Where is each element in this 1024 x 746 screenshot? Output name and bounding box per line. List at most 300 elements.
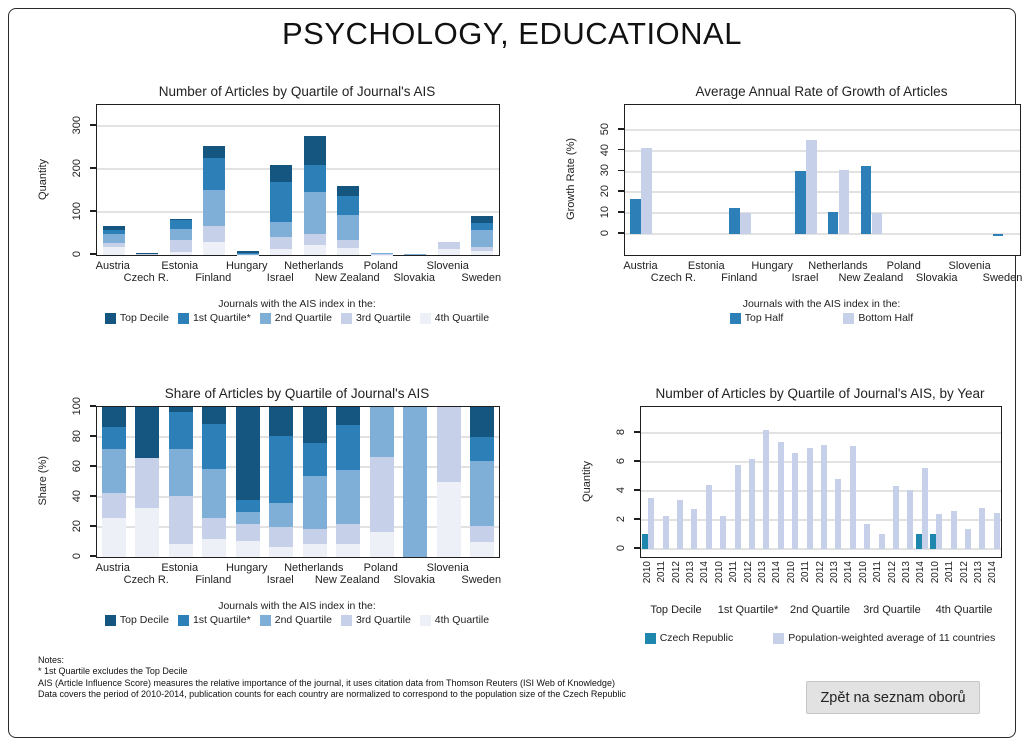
bar-segment-top-decile <box>470 407 494 437</box>
x-tick-label-czech-r-: Czech R. <box>123 272 169 284</box>
gridline <box>625 191 1020 193</box>
y-tick-mark <box>90 124 96 126</box>
year-label-text: 2011 <box>656 561 668 583</box>
x-tick-label-slovenia: Slovenia <box>426 562 469 574</box>
chart-title: Number of Articles by Quartile of Journal's AIS <box>158 84 436 99</box>
x-tick-label-slovenia: Slovenia <box>948 260 991 272</box>
bar-population-weighted-average-of-11-countries <box>735 465 741 549</box>
y-tick-label-text: 80 <box>71 429 83 443</box>
y-tick-label-text: 40 <box>599 143 611 156</box>
y-axis-label <box>578 406 596 556</box>
bar-bottom-half <box>641 148 652 234</box>
bar-segment-3rd-quartile <box>136 254 158 255</box>
legend-swatch <box>178 615 189 626</box>
year-label-text: 2010 <box>641 561 653 584</box>
y-axis-label-text: Quantity <box>581 460 593 502</box>
x-tick-label-estonia: Estonia <box>161 260 199 272</box>
bar-segment-1st-quartile- <box>304 165 326 192</box>
x-tick-label-year <box>770 561 784 597</box>
gridline <box>625 212 1020 214</box>
x-tick-label-year <box>871 561 885 597</box>
bar-population-weighted-average-of-11-countries <box>879 534 885 549</box>
legend-item-bottom-half <box>843 312 913 324</box>
legend-item-4th-quartile <box>420 312 489 324</box>
y-tick-label-text: 0 <box>71 552 83 560</box>
legend-item-1st-quartile- <box>178 614 251 626</box>
notes-block <box>38 655 738 700</box>
y-tick-label-text: 4 <box>615 486 627 494</box>
bar-population-weighted-average-of-11-countries <box>893 486 899 549</box>
plot-area <box>96 104 500 256</box>
bar-segment-4th-quartile <box>102 518 126 557</box>
legend-label: Top Decile <box>119 614 169 626</box>
y-tick-label-text: 100 <box>71 396 83 416</box>
chart-title: Number of Articles by Quartile of Journal's AIS, by Year <box>655 386 985 401</box>
y-tick-mark <box>618 128 624 130</box>
bar-segment-1st-quartile- <box>471 223 493 229</box>
bar-bottom-half <box>839 170 850 234</box>
y-tick-mark <box>618 211 624 213</box>
gridline <box>625 129 1020 131</box>
bar-segment-top-decile <box>103 226 125 230</box>
bar-segment-4th-quartile <box>202 539 226 557</box>
year-label-text: 2012 <box>742 561 754 584</box>
year-label-text: 2011 <box>800 561 812 583</box>
y-tick-label-text: 300 <box>71 116 83 135</box>
bar-segment-1st-quartile- <box>236 500 260 512</box>
bar-segment-top-decile <box>202 407 226 424</box>
gridline <box>97 211 499 213</box>
bar-population-weighted-average-of-11-countries <box>821 445 827 549</box>
year-label-text: 2014 <box>771 561 783 584</box>
bar-population-weighted-average-of-11-countries <box>778 442 784 549</box>
bar-segment-3rd-quartile <box>470 526 494 543</box>
x-tick-label-year <box>943 561 957 597</box>
x-tick-label-year <box>928 561 942 597</box>
legend-label: Top Half <box>744 312 784 324</box>
y-tick-label-text: 100 <box>71 201 83 221</box>
year-label-text: 2014 <box>843 561 855 584</box>
bar-segment-4th-quartile <box>269 547 293 558</box>
x-tick-label-netherlands: Netherlands <box>284 260 344 272</box>
bar-segment-2nd-quartile <box>403 407 427 557</box>
x-tick-label-year <box>640 561 654 597</box>
bar-segment-3rd-quartile <box>438 242 460 248</box>
bar-bottom-half <box>806 140 817 234</box>
bar-segment-top-decile <box>337 186 359 196</box>
x-tick-label-austria: Austria <box>95 260 130 272</box>
y-tick-label-text: 8 <box>615 428 627 436</box>
x-tick-label-hungary: Hungary <box>225 260 268 272</box>
back-button[interactable]: Zpět na seznam oborů <box>806 681 980 714</box>
y-tick-label <box>596 107 614 151</box>
gridline <box>625 171 1020 173</box>
bar-segment-3rd-quartile <box>471 247 493 251</box>
bar-segment-3rd-quartile <box>437 407 461 482</box>
bar-population-weighted-average-of-11-countries <box>907 490 913 549</box>
x-tick-label-israel: Israel <box>266 272 294 284</box>
y-tick-label-text: 60 <box>71 459 83 473</box>
bar-population-weighted-average-of-11-countries <box>648 498 654 549</box>
bar-segment-2nd-quartile <box>269 503 293 527</box>
legend-swatch <box>341 615 352 626</box>
y-tick-mark <box>90 210 96 212</box>
bar-population-weighted-average-of-11-countries <box>850 446 856 549</box>
bar-segment-4th-quartile <box>438 249 460 255</box>
bar-segment-top-decile <box>303 407 327 443</box>
bar-segment-1st-quartile- <box>202 424 226 469</box>
year-label-text: 2013 <box>756 561 768 584</box>
bar-segment-3rd-quartile <box>103 243 125 248</box>
bar-segment-2nd-quartile <box>471 230 493 247</box>
x-tick-label-year <box>885 561 899 597</box>
y-tick-label <box>68 146 86 190</box>
legend-item-top-decile <box>105 312 169 324</box>
bar-population-weighted-average-of-11-countries <box>807 448 813 549</box>
y-axis-label-text: Share (%) <box>37 456 49 506</box>
x-tick-label-year <box>755 561 769 597</box>
x-tick-label-year <box>813 561 827 597</box>
bar-segment-3rd-quartile <box>203 226 225 241</box>
bar-segment-4th-quartile <box>103 247 125 255</box>
bar-segment-3rd-quartile <box>270 237 292 249</box>
bar-segment-3rd-quartile <box>304 234 326 246</box>
bar-segment-2nd-quartile <box>170 229 192 240</box>
bar-segment-4th-quartile <box>337 248 359 255</box>
notes-heading: Notes: <box>38 655 65 665</box>
x-tick-label-finland: Finland <box>195 272 232 284</box>
legend <box>600 632 1024 644</box>
year-label-text: 2011 <box>728 561 740 583</box>
bar-population-weighted-average-of-11-countries <box>663 516 669 549</box>
bar-segment-1st-quartile- <box>269 436 293 504</box>
bar-segment-top-decile <box>169 407 193 412</box>
year-label-text: 2013 <box>684 561 696 584</box>
bar-population-weighted-average-of-11-countries <box>965 529 971 549</box>
x-tick-label-year <box>727 561 741 597</box>
x-group-label-3rd-quartile: 3rd Quartile <box>863 604 921 616</box>
legend-title: Journals with the AIS index in the: <box>218 298 376 310</box>
x-tick-label-year <box>986 561 1000 597</box>
bar-segment-3rd-quartile <box>202 518 226 539</box>
bar-segment-1st-quartile- <box>337 196 359 214</box>
bar-top-half <box>993 234 1004 236</box>
legend-swatch <box>645 633 656 644</box>
x-tick-label-slovakia: Slovakia <box>393 574 436 586</box>
y-tick-label-text: 0 <box>71 250 83 258</box>
bar-segment-2nd-quartile <box>270 222 292 237</box>
bar-top-half <box>861 166 872 234</box>
y-axis-label-text: Growth Rate (%) <box>565 138 577 220</box>
x-tick-label-new-zealand: New Zealand <box>838 272 904 284</box>
plot-area <box>96 406 500 558</box>
legend-item-2nd-quartile <box>260 312 332 324</box>
bar-population-weighted-average-of-11-countries <box>922 468 928 549</box>
legend-swatch <box>260 313 271 324</box>
bar-segment-top-decile <box>471 216 493 224</box>
year-label-text: 2014 <box>915 561 927 584</box>
x-tick-label-israel: Israel <box>791 272 819 284</box>
legend <box>584 312 1024 324</box>
bar-segment-4th-quartile <box>135 508 159 558</box>
y-tick-mark <box>90 435 96 437</box>
bar-segment-top-decile <box>135 407 159 458</box>
y-tick-label-text: 50 <box>599 122 611 136</box>
y-tick-mark <box>90 495 96 497</box>
y-tick-mark <box>90 465 96 467</box>
bar-segment-3rd-quartile <box>135 458 159 508</box>
bar-population-weighted-average-of-11-countries <box>864 524 870 549</box>
legend-swatch <box>341 313 352 324</box>
x-tick-label-year <box>914 561 928 597</box>
bar-segment-4th-quartile <box>471 251 493 255</box>
y-axis-label-text: Quantity <box>37 158 49 200</box>
y-tick-mark <box>618 232 624 234</box>
bar-population-weighted-average-of-11-countries <box>936 514 942 549</box>
x-group-label-4th-quartile: 4th Quartile <box>935 604 993 616</box>
x-group-label-top-decile: Top Decile <box>650 604 702 616</box>
notes-line-2: AIS (Article Influence Score) measures the relative importance of the journal, it uses citation data from Thomson Reuters (ISI Web of Knowledge) <box>38 677 615 688</box>
legend-swatch <box>843 313 854 324</box>
bar-population-weighted-average-of-11-countries <box>720 516 726 549</box>
chart-title: Share of Articles by Quartile of Journal's AIS <box>164 386 430 401</box>
year-label-text: 2011 <box>872 561 884 583</box>
page-title: PSYCHOLOGY, EDUCATIONAL <box>282 16 742 51</box>
legend-item-czech-republic <box>645 632 734 644</box>
legend-label: 4th Quartile <box>434 614 490 626</box>
x-tick-label-new-zealand: New Zealand <box>314 272 380 284</box>
y-tick-label-text: 0 <box>599 229 611 237</box>
bar-segment-3rd-quartile <box>371 254 393 255</box>
bar-segment-2nd-quartile <box>303 476 327 529</box>
bar-segment-3rd-quartile <box>170 240 192 252</box>
legend-item-top-half <box>730 312 784 324</box>
year-label-text: 2012 <box>814 561 826 584</box>
bar-segment-top-decile <box>236 407 260 500</box>
x-tick-label-sweden: Sweden <box>461 574 502 586</box>
legend-item-top-decile <box>105 614 169 626</box>
year-label-text: 2014 <box>699 561 711 584</box>
bar-segment-4th-quartile <box>203 242 225 255</box>
bar-bottom-half <box>740 213 751 234</box>
bar-top-half <box>795 171 806 234</box>
x-tick-label-israel: Israel <box>266 574 294 586</box>
y-axis-label <box>34 406 52 556</box>
notes-line-1: * 1st Quartile excludes the Top Decile <box>38 666 188 677</box>
bar-segment-4th-quartile <box>136 254 158 255</box>
x-tick-label-year <box>842 561 856 597</box>
bar-segment-2nd-quartile <box>304 192 326 234</box>
chart-panel-articles-by-year <box>552 386 1014 661</box>
x-tick-label-estonia: Estonia <box>687 260 725 272</box>
legend-swatch <box>773 633 784 644</box>
x-tick-label-austria: Austria <box>95 562 130 574</box>
chart-panel-share-by-quartile <box>28 386 523 656</box>
year-label-text: 2013 <box>828 561 840 584</box>
bar-population-weighted-average-of-11-countries <box>763 430 769 549</box>
legend-item-population-weighted-average-of-11-countries <box>773 632 995 644</box>
x-tick-label-poland: Poland <box>886 260 921 272</box>
legend-label: Bottom Half <box>858 312 914 324</box>
x-tick-label-estonia: Estonia <box>161 562 199 574</box>
bar-segment-3rd-quartile <box>102 493 126 519</box>
legend-swatch <box>420 313 431 324</box>
bar-top-half <box>630 199 641 234</box>
y-tick-mark <box>90 405 96 407</box>
bar-segment-4th-quartile <box>270 249 292 255</box>
x-tick-label-year <box>799 561 813 597</box>
x-tick-label-year <box>669 561 683 597</box>
legend-title: Journals with the AIS index in the: <box>218 600 376 612</box>
bar-segment-top-decile <box>170 219 192 220</box>
bar-segment-4th-quartile <box>169 544 193 558</box>
x-tick-label-year <box>741 561 755 597</box>
x-tick-label-year <box>957 561 971 597</box>
bar-segment-3rd-quartile <box>336 524 360 544</box>
y-tick-mark <box>634 431 640 433</box>
x-tick-label-year <box>899 561 913 597</box>
x-tick-label-year <box>971 561 985 597</box>
bar-bottom-half <box>872 213 883 234</box>
legend-label: Population-weighted average of 11 countries <box>788 632 996 644</box>
y-axis-label <box>562 104 580 254</box>
bar-segment-4th-quartile <box>370 532 394 558</box>
bar-segment-top-decile <box>270 165 292 182</box>
x-tick-label-hungary: Hungary <box>751 260 793 272</box>
legend-item-2nd-quartile <box>260 614 332 626</box>
bar-segment-4th-quartile <box>336 544 360 558</box>
bar-segment-1st-quartile- <box>170 220 192 229</box>
legend-title: Journals with the AIS index in the: <box>742 298 901 310</box>
bar-segment-4th-quartile <box>304 245 326 255</box>
legend-label: 1st Quartile* <box>192 312 251 324</box>
bar-segment-1st-quartile- <box>270 182 292 222</box>
legend-label: 1st Quartile* <box>192 614 251 626</box>
bar-segment-3rd-quartile <box>303 529 327 544</box>
year-label-text: 2013 <box>972 561 984 584</box>
y-tick-label-text: 40 <box>71 489 83 503</box>
legend-swatch <box>105 313 116 324</box>
x-tick-label-slovakia: Slovakia <box>393 272 436 284</box>
y-tick-label-text: 10 <box>599 206 611 219</box>
plot-area <box>640 406 1002 558</box>
bar-segment-1st-quartile- <box>103 230 125 234</box>
year-label-text: 2010 <box>857 561 869 584</box>
y-tick-mark <box>90 525 96 527</box>
bar-segment-1st-quartile- <box>470 437 494 461</box>
x-group-label-2nd-quartile: 2nd Quartile <box>790 604 850 616</box>
legend-swatch <box>420 615 431 626</box>
legend-item-3rd-quartile <box>341 614 411 626</box>
plot-area <box>624 104 1021 256</box>
x-tick-label-year <box>683 561 697 597</box>
legend-swatch <box>178 313 189 324</box>
bar-segment-top-decile <box>336 407 360 425</box>
bar-segment-top-decile <box>304 136 326 164</box>
bar-population-weighted-average-of-11-countries <box>792 453 798 549</box>
x-tick-label-slovakia: Slovakia <box>915 272 958 284</box>
bar-segment-2nd-quartile <box>202 469 226 519</box>
bar-segment-2nd-quartile <box>336 470 360 524</box>
x-group-label-1st-quartile-: 1st Quartile* <box>717 604 779 616</box>
x-tick-label-year <box>698 561 712 597</box>
gridline <box>97 125 499 127</box>
bar-segment-2nd-quartile <box>370 407 394 457</box>
x-tick-label-netherlands: Netherlands <box>808 260 868 272</box>
y-tick-mark <box>90 167 96 169</box>
year-label-text: 2012 <box>886 561 898 584</box>
bar-segment-2nd-quartile <box>169 449 193 496</box>
bar-segment-2nd-quartile <box>404 254 426 255</box>
legend-swatch <box>260 615 271 626</box>
y-tick-label-text: 20 <box>71 519 83 533</box>
x-tick-label-year <box>655 561 669 597</box>
legend-label: 4th Quartile <box>434 312 490 324</box>
x-tick-label-finland: Finland <box>195 574 232 586</box>
gridline <box>641 432 1001 434</box>
x-tick-label-netherlands: Netherlands <box>284 562 344 574</box>
x-tick-label-year <box>784 561 798 597</box>
year-label-text: 2011 <box>944 561 956 583</box>
y-tick-label-text: 6 <box>615 457 627 465</box>
legend-swatch <box>730 313 741 324</box>
legend-item-4th-quartile <box>420 614 489 626</box>
y-tick-label-text: 2 <box>615 515 627 523</box>
x-tick-label-new-zealand: New Zealand <box>314 574 380 586</box>
bar-population-weighted-average-of-11-countries <box>706 485 712 549</box>
x-tick-label-czech-r-: Czech R. <box>650 272 696 284</box>
bar-segment-3rd-quartile <box>337 240 359 249</box>
bar-population-weighted-average-of-11-countries <box>979 508 985 549</box>
notes-line-3: Data covers the period of 2010-2014, publication counts for each country are normalized to correspond to the population size of the Czech Republic <box>38 688 626 699</box>
y-tick-mark <box>634 547 640 549</box>
y-tick-mark <box>634 518 640 520</box>
year-label-text: 2010 <box>785 561 797 584</box>
bar-population-weighted-average-of-11-countries <box>994 513 1000 549</box>
year-label-text: 2012 <box>958 561 970 584</box>
year-label-text: 2014 <box>987 561 999 584</box>
y-axis-label <box>34 104 52 254</box>
bar-population-weighted-average-of-11-countries <box>835 479 841 549</box>
y-tick-mark <box>90 555 96 557</box>
chart-panel-growth-rate <box>552 84 1023 354</box>
bar-population-weighted-average-of-11-countries <box>749 459 755 549</box>
y-tick-mark <box>90 253 96 255</box>
y-tick-label-text: 30 <box>599 164 611 177</box>
legend <box>56 312 538 324</box>
x-tick-label-sweden: Sweden <box>461 272 502 284</box>
x-tick-label-poland: Poland <box>363 562 398 574</box>
bar-segment-4th-quartile <box>170 252 192 255</box>
bar-segment-top-decile <box>237 251 259 254</box>
bar-segment-2nd-quartile <box>103 234 125 243</box>
bar-segment-1st-quartile- <box>102 427 126 450</box>
bar-segment-2nd-quartile <box>203 190 225 226</box>
y-tick-label-text: 200 <box>71 159 83 178</box>
y-tick-mark <box>618 170 624 172</box>
bar-segment-4th-quartile <box>437 482 461 557</box>
x-tick-label-year <box>856 561 870 597</box>
bar-segment-4th-quartile <box>470 542 494 557</box>
x-tick-label-austria: Austria <box>623 260 658 272</box>
y-tick-label <box>68 189 86 233</box>
bar-population-weighted-average-of-11-countries <box>677 500 683 549</box>
y-tick-mark <box>634 460 640 462</box>
y-tick-label <box>68 384 86 428</box>
gridline <box>625 150 1020 152</box>
bar-segment-4th-quartile <box>236 541 260 558</box>
bar-segment-2nd-quartile <box>470 461 494 526</box>
